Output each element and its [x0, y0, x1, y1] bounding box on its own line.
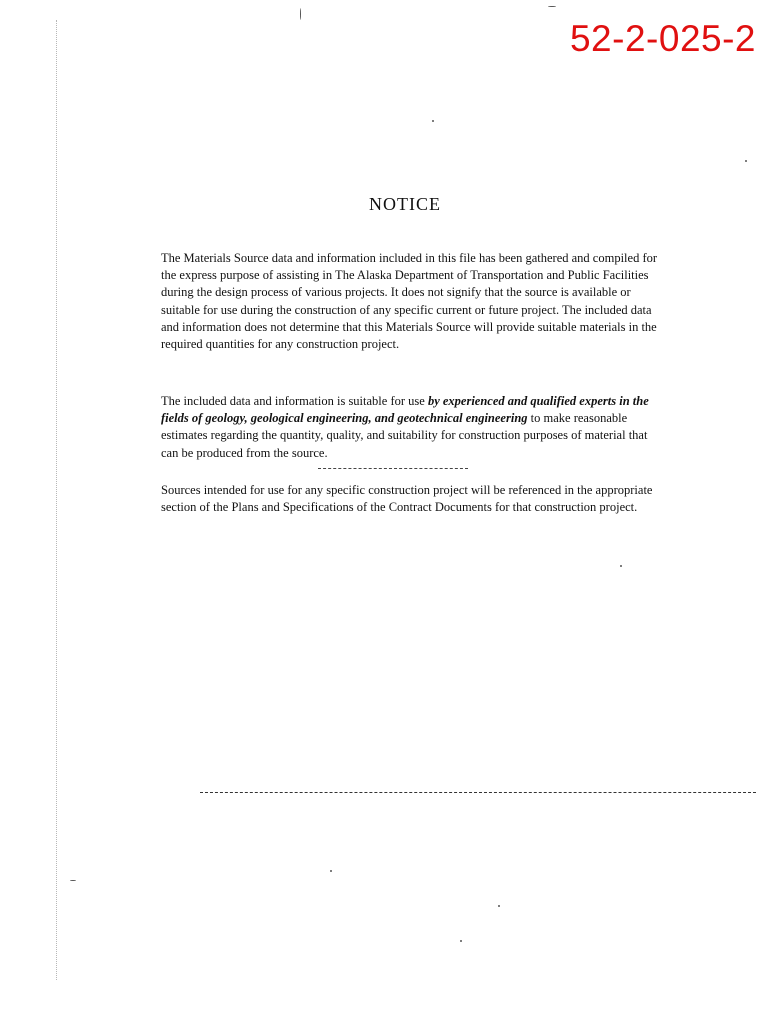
paragraph-2-emphasis: by experienced and qualified experts in the fields of geology, geological engineering, and geotechnical engineering [161, 394, 649, 426]
scan-rule-line [200, 792, 756, 793]
scan-speck [432, 120, 434, 122]
notice-paragraph-2 [161, 393, 663, 462]
scan-speck [745, 160, 747, 162]
scan-speck [498, 905, 500, 907]
notice-paragraph-1: The Materials Source data and information included in this file has been gathered and compiled for the express purpose of assisting in The Alaska Department of Transportation and Public Facilities during the design process of various projects. It does not signify that the source is available or suitable for use during the construction of any specific current or future project. The included data and information does not determine that this Materials Source will provide suitable materials in the required quantities for any construction project. [161, 251, 658, 352]
margin-scan-dots [56, 20, 63, 980]
paragraph-2-tail: to make reasonable estimates regarding the quantity, quality, and suitability for construction purposes of material that can be produced from the source. [161, 411, 648, 460]
scan-speck [330, 870, 332, 872]
scan-dash-mark [318, 468, 468, 469]
notice-paragraph-3: Sources intended for use for any specific construction project will be referenced in the appropriate section of the Plans and Specifications of the Contract Documents for that construction project. [161, 483, 653, 515]
scan-speck [70, 880, 76, 881]
scan-speck [300, 8, 301, 20]
scan-speck [460, 940, 462, 942]
document-number: 52-2-025-2 [569, 18, 756, 59]
scan-speck [620, 565, 622, 567]
paragraph-2-lead: The included data and information is suitable for use [161, 394, 428, 408]
notice-title: NOTICE [369, 194, 441, 214]
scan-speck [548, 6, 556, 7]
